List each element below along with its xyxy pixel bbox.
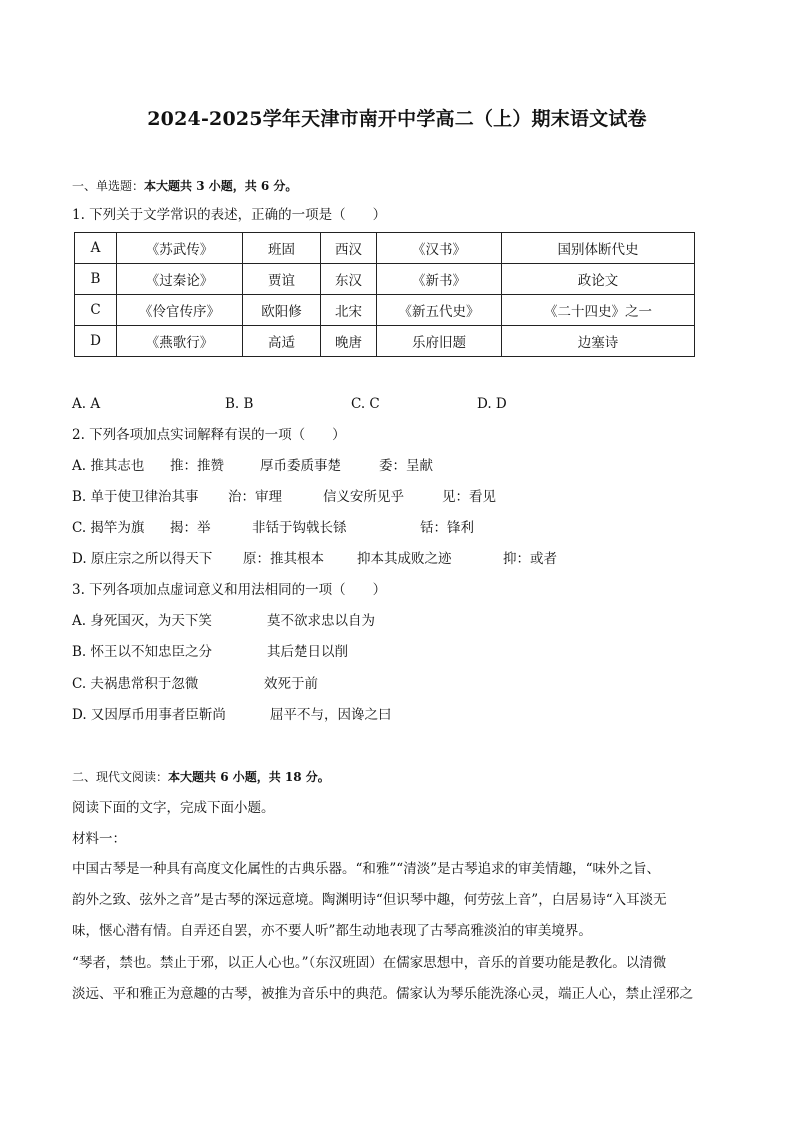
section-one-prefix: 一、单选题： [72,179,145,193]
table-cell: 政论文 [502,264,695,295]
table-cell: 北宋 [321,295,377,326]
option-a-gloss-2: 委：呈献 [379,458,433,474]
paragraph-line: “琴者，禁也。禁止于邪，以正人心也。”（东汉班固）在儒家思想中，音乐的首要功能是教化。以清微 [72,955,667,971]
option-c-sentence: C. 夫祸患常积于忽微 [72,676,199,692]
paragraph-line: 淡远、平和雅正为意趣的古琴，被推为音乐中的典范。儒家认为琴乐能洗涤心灵，端正人心，禁止淫邪之 [72,986,693,1002]
option-a-phrase: A. 推其志也 [72,458,145,474]
table-row [75,295,695,326]
table-cell: 乐府旧题 [377,326,502,357]
question-3-stem: 3. 下列各项加点虚词意义和用法相同的一项（ ） [72,582,387,598]
option-d-gloss-2: 抑：或者 [503,551,557,567]
option-d-sentence: D. 又因厚币用事者臣靳尚 [72,707,226,723]
question-2-option-c[interactable] [72,519,474,537]
table-row [75,326,695,357]
table-cell: 《汉书》 [377,233,502,264]
option-a-sentence: A. 身死国灭，为天下笑 [72,613,212,629]
option-d-phrase: D. 原庄宗之所以得天下 [72,551,213,567]
section-two-desc: 本大题共 6 小题，共 18 分。 [168,770,330,784]
question-3-option-c[interactable] [72,675,318,693]
table-row [75,264,695,295]
table-cell: A [75,233,117,264]
option-d-phrase-2: 抑本其成败之迹 [357,551,452,567]
table-cell: 贾谊 [243,264,321,295]
option-c-phrase-2: 非铦于钩戟长铩 [252,520,347,536]
table-cell: 《燕歌行》 [117,326,243,357]
option-c-phrase: C. 揭竿为旗 [72,520,145,536]
option-a-phrase-2: 厚币委质事楚 [260,458,341,474]
option-b-phrase-2: 信义安所见乎 [323,489,404,505]
section-one-heading [72,177,297,195]
question-1-options [72,395,507,413]
table-cell: 国别体断代史 [502,233,695,264]
table-cell: 高适 [243,326,321,357]
option-a-gloss: 推：推赞 [170,458,224,474]
table-cell: C [75,295,117,326]
table-cell: 西汉 [321,233,377,264]
option-b-gloss-2: 见：看见 [442,489,496,505]
table-cell: D [75,326,117,357]
option-c-gloss: 揭：举 [170,520,211,536]
table-cell: 《苏武传》 [117,233,243,264]
option-d[interactable]: D. D [477,396,507,412]
paragraph-line: 韵外之致、弦外之音”是古琴的深远意境。陶渊明诗“但识琴中趣，何劳弦上音”，白居易诗“入耳淡无 [72,892,667,908]
question-1-table [74,232,695,357]
section-one-desc: 本大题共 3 小题，共 6 分。 [144,179,298,193]
option-d-sentence-2: 屈平不与，因谗之曰 [270,707,392,723]
option-c-sentence-2: 效死于前 [264,676,318,692]
question-3-option-a[interactable] [72,612,375,630]
paragraph-line: 中国古琴是一种具有高度文化属性的古典乐器。“和雅”“清淡”是古琴追求的审美情趣，“味外之旨、 [72,861,661,877]
table-cell: 晚唐 [321,326,377,357]
question-2-option-a[interactable] [72,457,433,475]
question-2-stem: 2. 下列各项加点实词解释有误的一项（ ） [72,427,346,443]
table-cell: 《过秦论》 [117,264,243,295]
option-c-gloss-2: 铦：锋利 [420,520,474,536]
question-1-stem: 1. 下列关于文学常识的表述，正确的一项是（ ） [72,207,387,223]
table-cell: B [75,264,117,295]
material-paragraph-1 [72,854,722,947]
table-row [75,233,695,264]
option-b-sentence: B. 怀王以不知忠臣之分 [72,644,213,660]
table-cell: 班固 [243,233,321,264]
question-3-option-d[interactable] [72,706,392,724]
option-a[interactable]: A. A [72,396,101,412]
page-title: 2024-2025学年天津市南开中学高二（上）期末语文试卷 [147,108,647,130]
option-a-sentence-2: 莫不欲求忠以自为 [267,613,375,629]
table-cell: 欧阳修 [243,295,321,326]
paragraph-line: 味，惬心潜有情。自弄还自罢，亦不要人听”都生动地表现了古琴高雅淡泊的审美境界。 [72,923,592,939]
option-b[interactable]: B. B [225,396,254,412]
material-label: 材料一： [72,831,126,847]
option-c[interactable]: C. C [351,396,380,412]
table-cell: 《二十四史》之一 [502,295,695,326]
reading-instruction: 阅读下面的文字，完成下面小题。 [72,800,275,816]
option-b-sentence-2: 其后楚日以削 [267,644,348,660]
table-cell: 东汉 [321,264,377,295]
option-d-gloss: 原：推其根本 [243,551,324,567]
question-2-option-d[interactable] [72,550,557,568]
table-cell: 《伶官传序》 [117,295,243,326]
section-two-heading [72,768,330,786]
question-2-option-b[interactable] [72,488,496,506]
material-paragraph-2 [72,948,722,1010]
option-b-gloss: 治：审理 [228,489,282,505]
section-two-prefix: 二、现代文阅读： [72,770,169,784]
option-b-phrase: B. 单于使卫律治其事 [72,489,199,505]
table-cell: 《新五代史》 [377,295,502,326]
question-3-option-b[interactable] [72,643,348,661]
table-cell: 边塞诗 [502,326,695,357]
table-cell: 《新书》 [377,264,502,295]
